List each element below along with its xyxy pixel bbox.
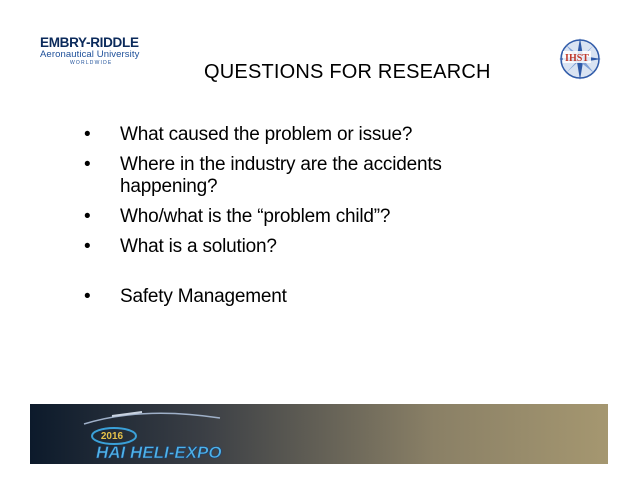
bullet-item	[84, 154, 504, 198]
bullet-dot: •	[84, 236, 91, 257]
ihst-logo	[557, 36, 603, 82]
slide-title: QUESTIONS FOR RESEARCH	[204, 61, 491, 83]
bullet-list	[84, 124, 504, 316]
bullet-item	[84, 206, 504, 228]
bullet-text: Who/what is the “problem child”?	[120, 206, 391, 227]
bullet-item	[84, 286, 504, 308]
bullet-dot: •	[84, 206, 91, 227]
logo-worldwide: WORLDWIDE	[70, 60, 113, 66]
heli-expo-logo	[82, 398, 222, 470]
expo-year: 2016	[100, 431, 124, 442]
bullet-text: Where in the industry are the accidents happening?	[120, 154, 442, 197]
bullet-item	[84, 124, 504, 146]
logo-subtitle: Aeronautical University	[40, 49, 140, 60]
ihst-logo-text: IHST	[565, 53, 589, 64]
logo-name: EMBRY-RIDDLE	[40, 35, 139, 50]
erau-logo	[40, 36, 152, 66]
bullet-dot: •	[84, 124, 91, 145]
bullet-text: What is a solution?	[120, 236, 277, 257]
bullet-dot: •	[84, 286, 91, 307]
bullet-text: Safety Management	[120, 286, 287, 307]
bullet-item	[84, 236, 504, 258]
bullet-dot: •	[84, 154, 91, 175]
bullet-text: What caused the problem or issue?	[120, 124, 413, 145]
expo-name: HAI HELI-EXPO	[96, 443, 222, 462]
